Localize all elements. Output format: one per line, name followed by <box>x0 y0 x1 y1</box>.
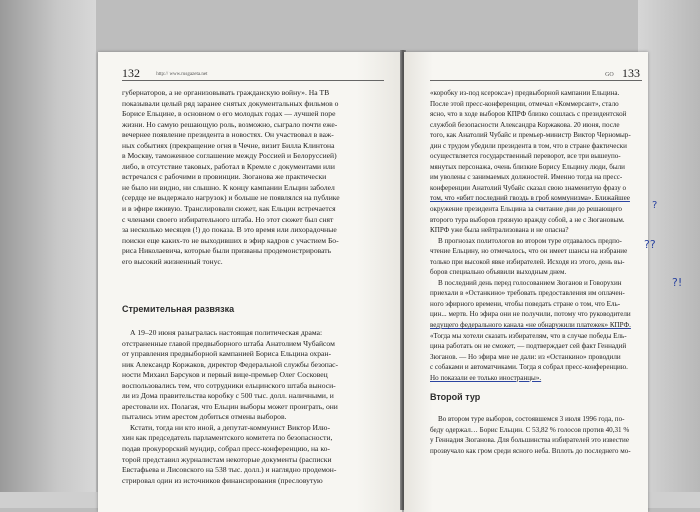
text-line: дин с трудом убедили президента в том, что в стране фактически <box>430 141 627 150</box>
left-page-number: 132 <box>122 66 140 80</box>
text-line: арестовали их. Полагая, что Ельцин выборы может проиграть, они <box>122 401 338 411</box>
text-line: в Москву, таможенное соглашение между Россией и Белоруссией) <box>122 151 337 161</box>
left-page-header <box>122 66 207 81</box>
text-line: от управления предвыборной кампанией Бориса Ельцина охран- <box>122 349 331 359</box>
text-line: за несколько месяцев (!) до показа. В это время или лихорадочные <box>122 225 337 235</box>
text-line: службой безопасности Александра Коржакова. 20 июня, после <box>430 120 620 129</box>
text-line: вечернее появление президента в новостях. Он участвовал в важ- <box>122 130 334 140</box>
text-line: воспользовались тем, что сотрудники ельцинского штаба выноси- <box>122 380 336 390</box>
text-line: либо, в отсутствие таковых, работал в Кремле с документами или <box>122 161 335 171</box>
text-line: поиски еще каких-то не выходивших в эфир кадров с участием Бо- <box>122 235 339 245</box>
text-line: ных событиях (прекращение огня в Чечне, визит Билла Клинтона <box>122 140 335 150</box>
text-line: только при высокой явке избирателей. Исходя из этого, день вы- <box>430 257 625 266</box>
text-line: конференции Анатолий Чубайс сказал свою знаменитую фразу о <box>430 183 627 192</box>
text-line: боров специально объявили выходным днем. <box>430 268 567 277</box>
text-line: мянутых персонажа, очень близкие Борису Ельцину люди, были <box>430 162 625 171</box>
text-line: ведущего федерального канала «не обнаружили платежек» КПРФ. <box>430 321 631 330</box>
text-line: том, что «вбит последний гвоздь в гроб коммунизма». Ближайшее <box>430 194 630 203</box>
text-line: окружение президента Ельцина за считание дни до решающего <box>430 205 622 214</box>
text-line: Борисе Ельцине, в основном о его молодых годах — лучшей поре <box>122 109 336 119</box>
text-line: стрировал один из источников финансирования (пресловутую <box>122 475 323 485</box>
text-line: отстраненные главой предвыборного штаба Анатолием Чубайсом <box>122 338 335 348</box>
text-line: После этой пресс-конференции, отмечал «Коммерсант», стало <box>430 99 619 108</box>
text-line: его высокий жизненный тонус. <box>122 256 223 266</box>
text-line: им уволены с занимаемых должностей. Именно тогда на пресс- <box>430 173 623 182</box>
text-line: «Тогда мы хотели сказать избирателям, что в случае победы Ель- <box>430 331 627 340</box>
text-line: А 19–20 июня разыгралась настоящая политическая драма: <box>130 328 323 337</box>
text-line: и в эфире вживую. Транслировали сюжет, как Ельцин встречается <box>122 204 336 214</box>
left-body-top <box>122 88 388 267</box>
text-line: Зюганов. — Но эфира мне не дали: из «Останкино» проводили <box>430 352 621 361</box>
text-line: цина работать он не сможет, — подтверждает сей факт Геннадий <box>430 342 627 351</box>
text-line: В последний день перед голосованием Зюганов и Говорухин <box>438 278 622 287</box>
text-line: ного эфирного времени, чтобы поведать стране о том, что Ель- <box>430 299 621 308</box>
text-line: приехали в «Останкино» требовать предоставления им оплачен- <box>430 289 625 298</box>
text-line: у Геннадия Зюганова. Для большинства избирателей это известие <box>430 436 629 445</box>
right-page-header <box>605 66 640 81</box>
text-line: Во втором туре выборов, состоявшемся 3 июля 1996 года, по- <box>438 415 625 423</box>
text-line: чтение Ельцину, но отмечалось, что он имеет шансы на избрание <box>430 247 628 256</box>
text-line: встречался с рабочими в провинции. Зюганова же практически <box>122 172 327 182</box>
right-page <box>404 52 648 512</box>
left-page <box>98 52 402 512</box>
text-line: показывали целый ряд заранее снятых документальных фильмов о <box>122 98 339 108</box>
left-header-rule <box>122 80 384 81</box>
text-line: подав прокурорский мундир, собрал пресс-конференцию, на ко- <box>122 444 330 454</box>
text-line: (сердце не выдержало нагрузок) и больше не появлялся на публике <box>122 193 340 203</box>
text-line: жизни. Но самую решающую роль, возможно, сыграло почти еже- <box>122 119 338 129</box>
right-body-top <box>430 88 642 383</box>
section-heading: Стремительная развязка <box>122 304 235 314</box>
text-line: не было ни видно, ни слышно. К концу кампании Ельцин заболел <box>122 182 335 192</box>
text-line: осуществляется государственный переворот, все три вышеупо- <box>430 152 621 161</box>
text-line: пытались этим арестом добиться отмены выборов. <box>122 412 287 422</box>
text-line: ности Михаил Барсуков и первый вице-премьер Олег Сосковец <box>122 370 328 380</box>
text-line: хин как председатель парламентского комитета по безопасности, <box>122 433 333 443</box>
text-line: ясно, что в ходе выборов КПРФ близко сошлась с президентской <box>430 110 627 119</box>
text-line: с членами своего избирательного штаба. Но этот сюжет был снят <box>122 214 334 224</box>
pen-question-mark-1: ? <box>652 200 658 211</box>
pen-question-exclaim: ?! <box>672 276 683 289</box>
text-line: второго тура выборов грязную вражду собой, а не с Зюгановым. <box>430 215 625 224</box>
right-header-go: GO <box>605 71 614 78</box>
text-line: Евстафьева и Лисовского на 538 тыс. долл.) и наглядно продемон- <box>122 465 337 475</box>
right-page-number: 133 <box>622 66 640 80</box>
text-line: торой представил журналистам некоторые документы (расписки <box>122 454 332 464</box>
text-line: цин... мертв. Но эфира они не получили, потому что руководители <box>430 310 631 319</box>
text-line: ник Александр Коржаков, директор Федеральной службы безопас- <box>122 359 339 369</box>
text-line: риса Николаевича, которые были призваны продемонстрировать <box>122 246 332 256</box>
text-line: Но показали ее только иностранцы». <box>430 373 542 382</box>
text-line: того, как Анатолий Чубайс и премьер-министр Виктор Черномыр- <box>430 131 631 140</box>
text-line: ли из Дома правительства коробку с 500 тыс. долл. наличными, и <box>122 391 334 401</box>
text-line: «коробку из-под ксерокса») предвыборной кампании Ельцина. <box>430 89 620 97</box>
section-heading: Второй тур <box>430 392 481 402</box>
right-body-bottom <box>430 414 642 456</box>
text-line: беду одержал… Борис Ельцин. С 53,82 % голосов против 40,31 % <box>430 425 630 434</box>
text-line: прозвучало как гром среди ясного неба. Вплоть до последнего мо- <box>430 446 631 455</box>
left-body-bottom <box>122 328 388 486</box>
pen-question-marks-2: ?? <box>644 238 656 251</box>
left-page-header-url: http:// www.rusgazeta.net <box>156 72 208 78</box>
right-header-rule <box>430 80 642 81</box>
text-line: В прогнозах политологов во втором туре отдавалось предпо- <box>438 236 622 245</box>
text-line: Кстати, тогда ни кто иной, а депутат-коммунист Виктор Илю- <box>130 422 330 432</box>
scanner-background-left <box>0 0 96 508</box>
text-line: с собаками и автоматчиками. Тогда я собрал пресс-конференцию. <box>430 363 628 372</box>
text-line: КПРФ уже была нейтрализована и не опасна? <box>430 226 569 235</box>
text-line: губернаторов, а не организовывать гражданскую войну». На ТВ <box>122 88 330 97</box>
